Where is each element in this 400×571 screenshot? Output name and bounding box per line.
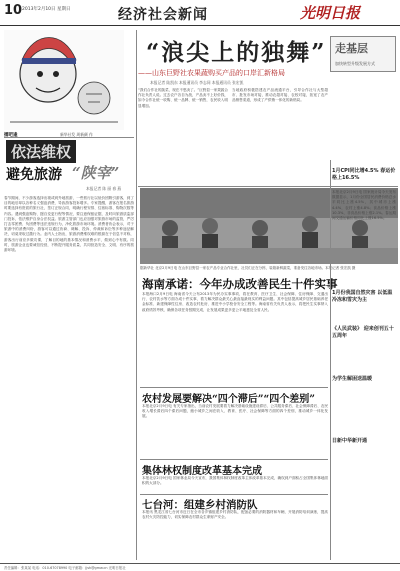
sidebar-headline-anniversary: 《人民武装》 迎来创刊五十五周年 [332,326,394,339]
sidebar-body-cpi: 本报北京2月9日电 国家统计局今天发布数据显示，1月份全国居民消费价格总水平同比上涨4.5%，其中城市上涨4.4%，农村上涨4.8%；食品价格上涨10.3%，非食品价格上涨2.1%。春运期间交通运输价格同比上涨16.5%。 [332,190,396,221]
sidebar-headline-disaster: 1月份我国自然灾害 以低温冷冻和雪灾为主 [332,290,393,303]
column-divider [330,160,331,560]
masthead-logo: 光明日报 [300,4,361,22]
lead-subtitle: ——山东巨野社农果蔬购买产品的口岸汇新格局 [138,69,285,77]
article-headline-fire: 七台河：组建乡村消防队 [142,499,258,511]
feature-headline-sub: 避免旅游 [6,167,62,183]
photo-caption: 据新华社 北京2月9日电 在山东巨野县一家农产品专业合作社里，社员们正在分拣、装箱新鲜蔬菜，准备发往各地市场。本报记者 张宏凯 摄 [140,266,356,270]
article-headline-forestry: 集体林权制度改革基本完成 [142,466,262,477]
feature-byline: 本报记者 陈 丽 春 燕 [86,186,122,191]
article-body-hainan: 本报海口2月9日电 海南省今天公布2013年为民办实事事项，将在教育、医疗卫生、社会保障、住房保障、交通出行、农村饮水等方面办成十件实事，着力解决群众最关心最直接最现实的利益问题。其中包括提高城乡居民基础养老金标准、新建保障性住房、改造农村危房、推进中小学校舍安全工程等。海南省有关负责人表示，将把民生实事纳入政府绩效考核，确保各项任务按期完成，让发展成果更多更公平地惠及全省人民。 [142,292,328,312]
lead-article-column-2: 当地政府积极搭建农产品流通平台，引导合作社与大型超市、批发市场对接，推动农超对接、农校对接，拓宽了农产品销售渠道，形成了产供销一体化的新格局。 [232,88,328,103]
sidebar-headline-cpi: 1月CPI同比增4.5% 春运价格上16.5% [332,168,396,181]
article-headline-rural: 农村发展要解决“四个滞后”“四个差别” [142,394,316,405]
page-date: 2013年2月10日 星期日 [22,7,71,12]
cartoon-illustration [4,30,124,130]
feature-headline-quote: “陕宰” [72,164,120,182]
section-title: 经济社会新闻 [118,7,208,23]
article-body-fire: 本报讯 黑龙江省七台河市近日在全市各乡镇组建乡村消防队，配备必要的消防器材和车辆，开展消防培训演练，提高农村火灾防控能力，切实保障农村群众生命财产安全。 [142,510,328,520]
feature-article-body: 春节期间，不少游客选择出境或到外地旅游，一些旅行社以低价团吸引游客，到了目的地后却以各种名义强迫消费，导致游客投诉增多。专家提醒，游客在报名旅游时要选择有资质的旅行社，签订正规合同，明确行程安排、住宿标准、购物次数等内容。遇到强迫购物、擅自变更行程等情况，要注意保留证据，及时向旅游质监部门投诉，依法维护自身合法权益。旅游主管部门也应加强对旅游市场的监管，严厉打击零团费、负团费等违法违规行为，净化旅游市场环境。消费者协会表示，对于旅游中的消费纠纷，游客可以通过协商、调解、投诉、仲裁和诉讼等多种途径解决，切莫采取过激行为。业内人士指出，旅游消费维权难的根源在于信息不对称，游客出行前应多做功课，了解目的地的基本情况和消费水平，做到心中有数。同时，旅游企业也要诚信经营，不断提升服务质量，共同营造安全、文明、有序的旅游环境。 [4,196,134,253]
page-footer: 责任编辑：张某某 电话：010-67078990 电子邮箱：jjsh@gmw.cn 光明日报社 [0,563,400,571]
column-badge-title: 走基层 [335,42,368,55]
page-number: 10 [4,3,23,18]
lead-byline: 本报记者 陆凯东 本报通讯员 李志同 本报通讯员 张宏凯 [150,80,244,85]
lead-headline: “浪尖上的独舞” [146,39,327,66]
cartoon-credit: 新华社发 周新颜 作 [60,132,93,137]
section-divider [4,137,134,138]
sidebar-headline-service: 日新中华新开通 [332,438,368,444]
column-badge [330,36,396,72]
section-divider [140,387,328,388]
article-body-rural: 本报北京2月9日电 有关专家指出，当前农村发展要着力解决基础设施建设滞后、公共服务滞后、社会保障滞后、农民收入增长滞后四个滞后问题，缩小城乡之间在收入、教育、医疗、社会保障等方面的四个差别，推动城乡一体化发展。 [142,404,328,419]
article-body-forestry: 本报北京2月9日电 国家林业局今天宣布，我国集体林权制度改革主体改革基本完成，确权到户面积占全国集体林地面积的大部分。 [142,476,328,486]
section-divider [140,459,328,460]
lead-article-column-1: “我们合作社的蔬菜，现在不愁卖了。”巨野县一家果蔬合作社负责人说。过去农户各自为战，产品卖不上好价钱，如今合作社统一收购、统一品牌、统一销售，农民收入明显增加。 [138,88,228,108]
cartoon-caption: 擂吧逢 [4,133,18,138]
page-header [0,0,400,26]
article-headline-hainan: 海南承诺：今年办成改善民生十件实事 [142,277,338,291]
section-divider [140,494,328,495]
feature-headline-main: 依法维权 [6,140,76,163]
column-badge-subtitle: 加快转型升级发展方式 [335,61,375,66]
section-divider [138,186,398,187]
sidebar-headline-students: 为学生解困送温暖 [332,376,373,382]
cartoon-drawing-icon [4,30,124,130]
column-divider [136,30,137,560]
